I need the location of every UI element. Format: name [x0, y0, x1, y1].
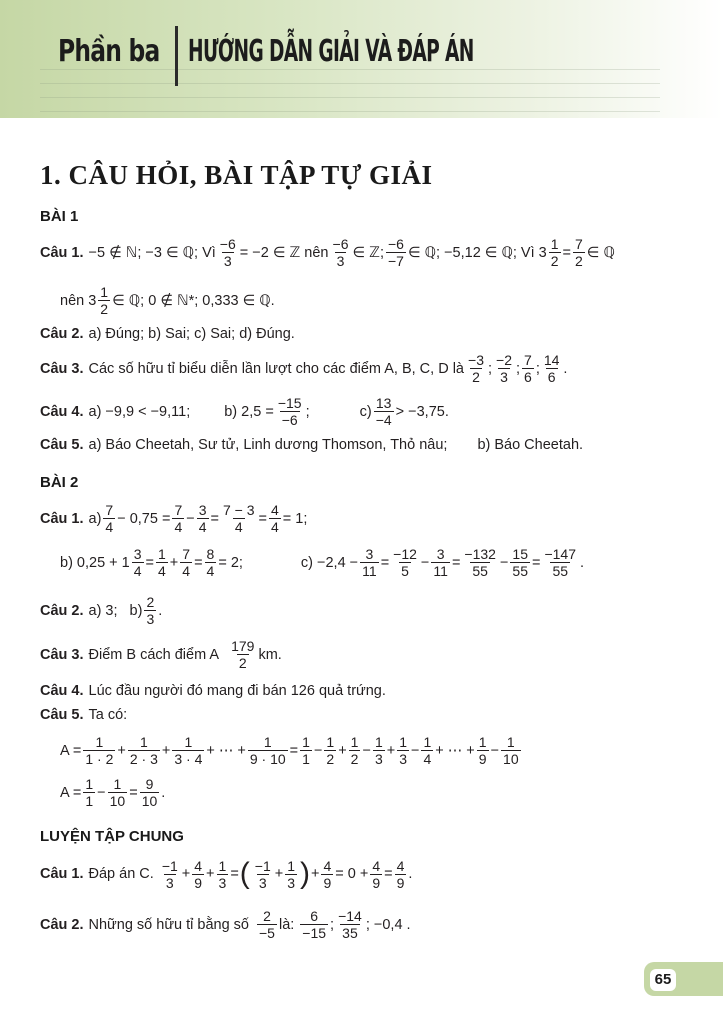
cau-label: Câu 2.	[40, 602, 84, 619]
fraction: 1 3	[374, 734, 383, 767]
section-title: 1. CÂU HỎI, BÀI TẬP TỰ GIẢI	[40, 160, 433, 190]
text: ∈ ℤ;	[352, 244, 384, 261]
text: = −2 ∈ ℤ nên	[239, 244, 329, 261]
fraction: $\frac{4}{4}$	[270, 502, 279, 535]
fraction: $\frac{1}{9}$	[478, 734, 487, 767]
text: + ⋯ +	[435, 742, 475, 759]
text: b) 2,5 =	[224, 403, 274, 420]
fraction: 7 4	[182, 546, 191, 579]
fraction: −6 −7	[387, 236, 404, 269]
header-title: HƯỚNG DẪN GIẢI VÀ ĐÁP ÁN	[188, 34, 474, 69]
cau-label: Câu 2.	[40, 326, 84, 342]
bai2-cau4	[40, 683, 386, 699]
bai2-cau3	[40, 638, 282, 671]
text: A =	[60, 742, 82, 759]
luyentap-cau1: Câu 1. Đáp án C. −1 3 + 4 9 + 1 3 = ( −1 3 + 1 3 ) + $\frac{4}{9}$ = 0 + $\frac{4}{9}$ = 4 9 .	[40, 857, 413, 891]
fraction: −12 5	[393, 546, 417, 579]
header-divider	[175, 26, 178, 86]
fraction: −6 3	[332, 236, 349, 269]
bai2-cau1-bc: b) 0,25 + 1 3 4 = 1 4 + 7 4 = $\frac{8}{4}$ = 2; c) −2,4 − $\frac{3}{11}$ = −12 5 − 3 11 = −132 55 − 15 55 = −147 55 .	[60, 546, 585, 579]
fraction: $\frac{4}{9}$	[372, 857, 381, 891]
fraction: −1 3	[254, 857, 271, 891]
text: + ⋯ +	[206, 742, 246, 759]
bai2-cau5-sum: A = $\frac{1}{1 \cdot 2}$ + 1 2 · 3 + 1 3 · 4 + ⋯ + $\frac{1}{9 \cdot 10}$ = 1 1 − 1 2 + 1 2 − 1 3 + 1 3 − 1 4 + ⋯ + $\frac{1}{9}$ − 1 10	[60, 734, 519, 767]
fraction: 9 10	[141, 776, 158, 809]
fraction: 1 2	[100, 284, 109, 317]
bai1-cau3: Câu 3. Các số hữu tỉ biểu diễn lần lượt cho các điểm A, B, C, D là −3 2 ; −2 3 ; 7 6 ; 14 6 .	[40, 352, 568, 385]
text: ∈ ℚ	[586, 244, 615, 261]
bai1-cau1-line1	[40, 236, 615, 269]
fraction: $\frac{7}{2}$	[575, 236, 583, 269]
fraction: 13 −4	[375, 395, 392, 428]
text: Lúc đầu người đó mang đi bán 126 quả trứng.	[88, 683, 386, 699]
bai1-cau1-line2	[60, 284, 275, 317]
text: A =	[60, 784, 82, 801]
bai1-cau5	[40, 437, 583, 453]
fraction: 1 2	[350, 734, 359, 767]
fraction: 15 55	[512, 546, 528, 579]
bai2-cau5	[40, 707, 127, 723]
luyentap-cau2: Câu 2. Những số hữu tỉ bằng số 2 −5 là: 6 −15 ; −14 35 ; −0,4 .	[40, 908, 411, 941]
text: > −3,75.	[395, 403, 449, 420]
fraction: −3 2	[468, 352, 484, 385]
fraction: $\frac{-15}{-6}$	[277, 395, 302, 428]
text: c) −2,4 −	[300, 554, 359, 571]
fraction: 4 9	[194, 857, 203, 891]
fraction: 3 4	[133, 546, 142, 579]
header-background-pattern	[40, 62, 660, 112]
fraction: −1 3	[161, 857, 178, 891]
fraction: 4 9	[396, 857, 405, 891]
part-label: Phần ba	[58, 34, 160, 69]
luyentap-heading: LUYỆN TẬP CHUNG	[40, 828, 184, 845]
fraction: 2 −5	[259, 908, 275, 941]
text: a)	[88, 510, 102, 527]
bai1-cau4: Câu 4. a) −9,9 < −9,11; b) 2,5 = $\frac{-15}{-6}$ ; c) 13 −4 > −3,75.	[40, 395, 449, 428]
fraction: 1 4	[158, 546, 166, 579]
text: nên 3	[60, 292, 97, 309]
fraction: 1 10	[109, 776, 126, 809]
text: −5 ∉ ℕ; −3 ∈ ℚ; Vì	[88, 244, 216, 261]
fraction: 14 6	[543, 352, 560, 385]
fraction: 1 3	[399, 734, 407, 767]
fraction: 7 4	[105, 502, 114, 535]
text: b) Báo Cheetah.	[477, 437, 584, 453]
text: = 1;	[282, 510, 308, 527]
fraction: 1 3 · 4	[174, 734, 203, 767]
page-number: 65	[650, 969, 676, 991]
fraction: 2 3	[146, 594, 155, 627]
fraction: $\frac{3}{11}$	[362, 546, 377, 579]
fraction: $\frac{1}{1 \cdot 2}$	[85, 734, 114, 767]
text: b)	[129, 602, 143, 619]
text: a) Báo Cheetah, Sư tử, Linh dương Thomson, Thỏ nâu;	[88, 437, 448, 453]
fraction: 1 1	[302, 734, 310, 767]
bai2-heading: BÀI 2	[40, 474, 79, 491]
fraction: $\frac{4}{9}$	[323, 857, 332, 891]
fraction: 1 3	[287, 857, 296, 891]
cau-label: Câu 1.	[40, 510, 84, 527]
cau-label: Câu 3.	[40, 646, 84, 663]
cau-label: Câu 2.	[40, 916, 84, 933]
fraction: $\frac{7}{4}$	[174, 502, 183, 535]
cau-label: Câu 4.	[40, 403, 84, 420]
cau-label: Câu 5.	[40, 707, 84, 723]
fraction: 1 2 · 3	[129, 734, 158, 767]
text: a) 3;	[88, 602, 118, 619]
fraction: 7 − 3 4	[222, 502, 255, 535]
bai1-heading: BÀI 1	[40, 208, 79, 225]
cau-label: Câu 1.	[40, 244, 84, 261]
text: ∈ ℚ; −5,12 ∈ ℚ; Vì 3	[407, 244, 547, 261]
bai2-cau1-a: Câu 1. a) 7 4 − 0,75 = $\frac{7}{4}$ − 3 4 = 7 − 3 4 = $\frac{4}{4}$ = 1;	[40, 502, 308, 535]
cau-label: Câu 4.	[40, 683, 84, 699]
cau-label: Câu 3.	[40, 360, 84, 377]
text: Đáp án C.	[88, 866, 154, 882]
fraction: $\frac{1}{9 \cdot 10}$	[249, 734, 286, 767]
fraction: $\frac{1}{2}$	[550, 236, 559, 269]
bai1-cau2	[40, 326, 295, 342]
fraction: −147 55	[544, 546, 577, 579]
text: ; −0,4 .	[365, 916, 411, 933]
fraction: 1 4	[423, 734, 432, 767]
text: ∈ ℚ; 0 ∉ ℕ*; 0,333 ∈ ℚ.	[112, 292, 275, 309]
text: =	[562, 244, 571, 261]
fraction: −14 35	[338, 908, 362, 941]
fraction: 7 6	[524, 352, 532, 385]
text: là:	[278, 916, 295, 933]
text: a) −9,9 < −9,11;	[88, 403, 191, 420]
fraction: 1 3	[218, 857, 227, 891]
fraction: $\frac{1}{1}$	[85, 776, 94, 809]
text: Các số hữu tỉ biểu diễn lần lượt cho các điểm A, B, C, D là	[88, 360, 465, 377]
text: = 0 +	[335, 866, 369, 882]
fraction: 1 2	[326, 734, 335, 767]
text: = 2;	[218, 554, 243, 571]
fraction: $\frac{8}{4}$	[206, 546, 215, 579]
text: − 0,75 =	[117, 510, 171, 527]
fraction: −2 3	[496, 352, 512, 385]
text: Những số hữu tỉ bằng số	[88, 916, 249, 933]
text: km.	[258, 646, 282, 663]
fraction: $\frac{-6}{3}$	[219, 236, 236, 269]
fraction: −132 55	[464, 546, 496, 579]
cau-label: Câu 5.	[40, 437, 84, 453]
fraction: 6 −15	[302, 908, 327, 941]
fraction: 3 11	[433, 546, 448, 579]
text: c)	[359, 403, 372, 420]
text: Điểm B cách điểm A	[88, 646, 220, 663]
fraction: 1 10	[503, 734, 519, 767]
text: b) 0,25 + 1	[60, 554, 130, 571]
text: Ta có:	[88, 707, 128, 723]
bai2-cau5-result: A = $\frac{1}{1}$ − 1 10 = 9 10 .	[60, 776, 166, 809]
text: a) Đúng; b) Sai; c) Sai; d) Đúng.	[88, 326, 295, 342]
cau-label: Câu 1.	[40, 866, 84, 882]
fraction: 179 2	[231, 638, 255, 671]
bai2-cau2: Câu 2. a) 3; b) 2 3 .	[40, 594, 163, 627]
fraction: 3 4	[198, 502, 207, 535]
